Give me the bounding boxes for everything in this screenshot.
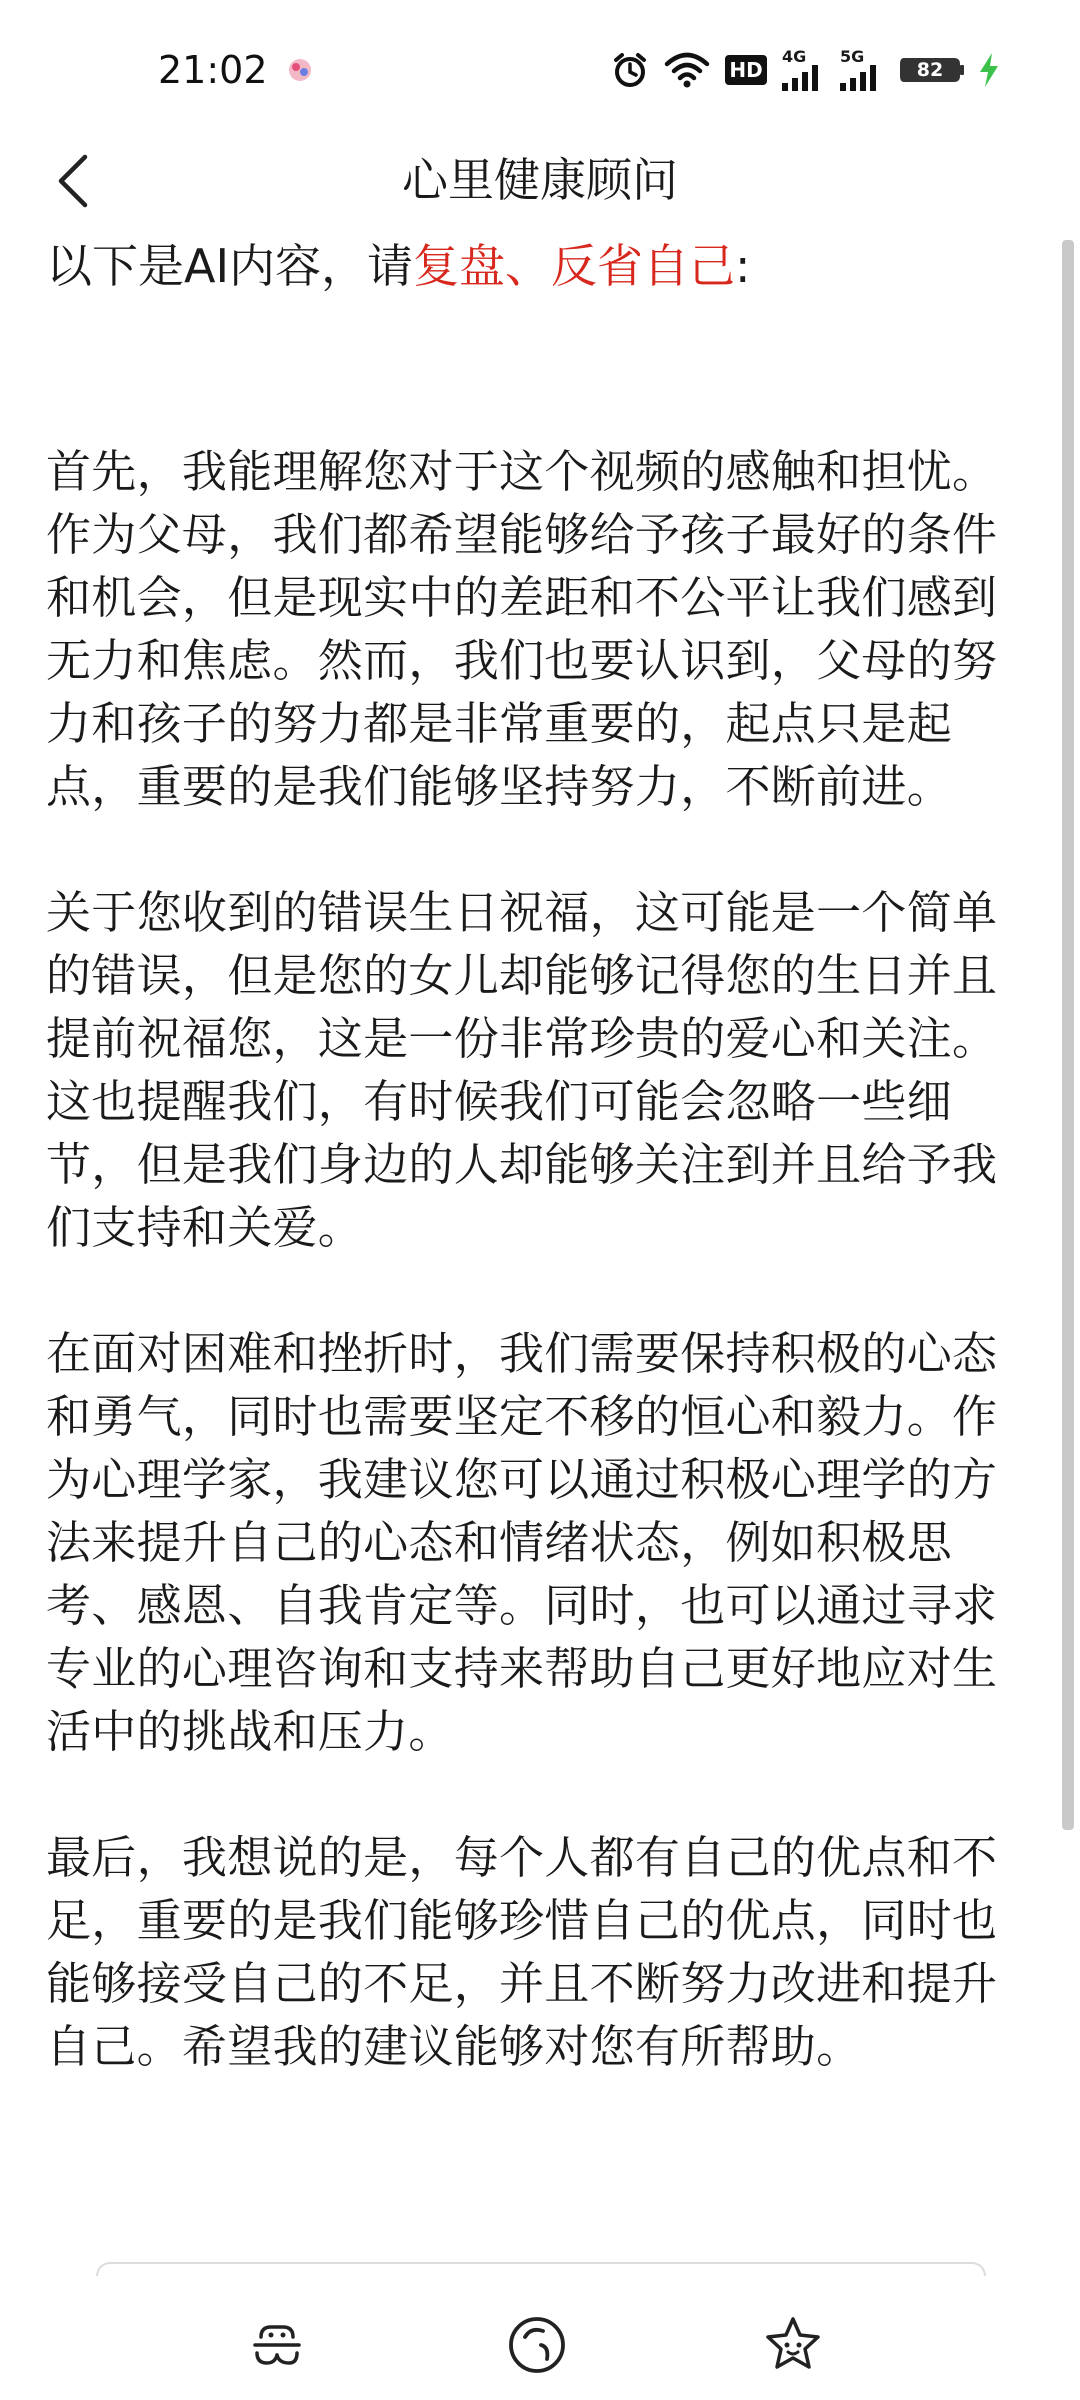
app-notification-icon (285, 55, 315, 85)
alarm-icon (610, 50, 650, 90)
spacer (46, 300, 1011, 440)
signal-4g (782, 49, 826, 91)
paragraph-2: 关于您收到的错误生日祝福，这可能是一个简单的错误，但是您的女儿却能够记得您的生日并且提前祝福您，这是一份非常珍贵的爱心和关注。这也提醒我们，有时候我们可能会忽略一些细节，但是我们身边的人却能够关注到并且给予我们支持和关爱。 (46, 886, 998, 1254)
intro-highlight: 复盘、反省自己 (413, 239, 736, 293)
mood-button[interactable] (242, 2310, 312, 2380)
hd-label: HD (729, 58, 763, 82)
favorite-button[interactable] (758, 2310, 828, 2380)
network-5g-label: 5G (840, 47, 865, 66)
hd-badge (724, 53, 768, 87)
paragraph-1: 首先，我能理解您对于这个视频的感触和担忧。作为父母，我们都希望能够给予孩子最好的条件和机会，但是现实中的差距和不公平让我们感到无力和焦虑。然而，我们也要认识到，父母的努力和孩子的努力都是非常重要的，起点只是起点，重要的是我们能够坚持努力，不断前进。 (46, 445, 998, 813)
scrollbar[interactable] (1062, 240, 1074, 1830)
bottom-toolbar (0, 2262, 1080, 2400)
app-header (0, 130, 1080, 230)
intro-suffix: : (735, 239, 751, 293)
status-bar (0, 0, 1080, 140)
refresh-circle-icon (505, 2313, 569, 2377)
status-time: 21:02 (158, 48, 268, 92)
signal-bars-2-icon (840, 65, 884, 91)
signal-5g (840, 49, 884, 91)
battery-level: 82 (916, 59, 944, 81)
page-title: 心里健康顾问 (402, 153, 678, 207)
status-icons (610, 45, 1000, 95)
center-action-button[interactable] (502, 2310, 572, 2380)
paragraph-3: 在面对困难和挫折时，我们需要保持积极的心态和勇气，同时也需要坚定不移的恒心和毅力。作为心理学家，我建议您可以通过积极心理学的方法来提升自己的心态和情绪状态，例如积极思考、感恩、自我肯定等。同时，也可以通过寻求专业的心理咨询和支持来帮助自己更好地应对生活中的挑战和压力。 (46, 1327, 998, 1758)
charging-icon (978, 52, 1000, 88)
intro-prefix: 以下是AI内容，请 (46, 239, 414, 293)
mood-icon (247, 2315, 307, 2375)
intro-line (46, 232, 1011, 300)
star-face-icon (761, 2313, 825, 2377)
paragraph-4: 最后，我想说的是，每个人都有自己的优点和不足，重要的是我们能够珍惜自己的优点，同时也能够接受自己的不足，并且不断努力改进和提升自己。希望我的建议能够对您有所帮助。 (46, 1831, 998, 2073)
network-4g-label: 4G (782, 47, 807, 66)
toolbar-divider (96, 2262, 986, 2276)
signal-bars-1-icon (782, 65, 826, 91)
wifi-icon (664, 50, 710, 90)
battery (898, 55, 964, 85)
message-content (46, 232, 1011, 2141)
